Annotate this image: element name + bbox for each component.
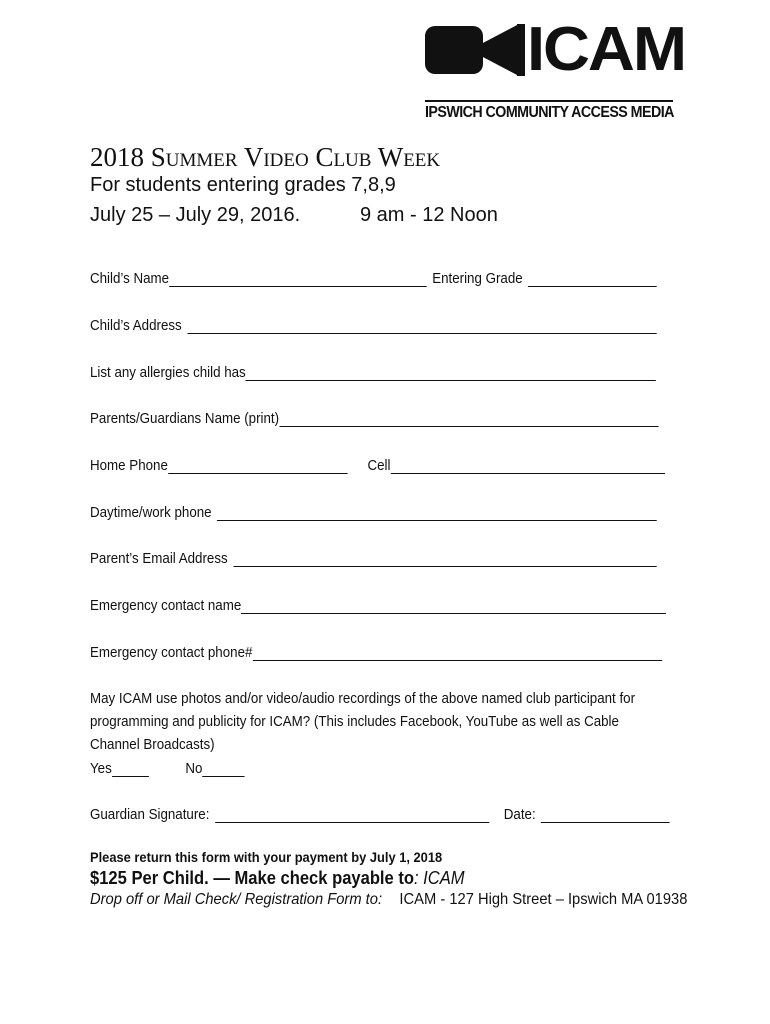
drop-off-line <box>90 891 687 909</box>
signature-field[interactable] <box>215 809 489 823</box>
phone-row <box>90 458 665 474</box>
child-address-field[interactable] <box>187 320 656 334</box>
email-row <box>90 551 656 567</box>
payable-to: : ICAM <box>413 868 465 888</box>
home-phone-field[interactable] <box>168 460 347 474</box>
entering-grade-field[interactable] <box>528 273 657 287</box>
signature-row <box>90 807 670 823</box>
parents-name-label: Parents/Guardians Name (print) <box>90 411 280 427</box>
dates-line <box>90 204 498 227</box>
grades-line: For students entering grades 7,8,9 <box>90 174 396 196</box>
no-field[interactable] <box>202 764 244 777</box>
price-text: $125 Per Child. — Make check payable to <box>90 868 414 888</box>
dates-text: July 25 – July 29, 2016. <box>90 204 301 226</box>
allergies-row <box>90 365 656 381</box>
icam-logo <box>425 15 685 121</box>
email-label: Parent’s Email Address <box>90 551 228 567</box>
email-field[interactable] <box>233 553 656 567</box>
consent-answer-row <box>90 761 245 777</box>
child-name-label: Child’s Name <box>90 271 170 287</box>
child-name-field[interactable] <box>169 273 427 287</box>
emergency-phone-row <box>90 645 662 661</box>
emergency-name-label: Emergency contact name <box>90 598 242 614</box>
daytime-phone-field[interactable] <box>217 507 657 521</box>
date-field[interactable] <box>541 809 670 823</box>
time-text: 9 am - 12 Noon <box>360 204 498 226</box>
daytime-phone-label: Daytime/work phone <box>90 505 212 521</box>
child-address-row <box>90 318 656 334</box>
parents-name-row <box>90 411 658 427</box>
yes-field[interactable] <box>112 764 149 777</box>
entering-grade-label: Entering Grade <box>432 271 523 287</box>
emergency-phone-field[interactable] <box>252 647 661 661</box>
allergies-field[interactable] <box>246 367 656 381</box>
date-label: Date: <box>503 807 536 823</box>
parents-name-field[interactable] <box>279 413 658 427</box>
consent-question: May ICAM use photos and/or video/audio recordings of the above named club participant for programming and publicity for ICAM? (This includes Facebook, YouTube as well as Cable Channel Broadcasts) <box>90 691 636 753</box>
logo-wordmark: ICAM <box>527 15 685 84</box>
return-note: Please return this form with your payment by July 1, 2018 <box>90 849 443 865</box>
cell-label: Cell <box>367 458 391 474</box>
emergency-name-row <box>90 598 666 614</box>
logo-subtitle: IPSWICH COMMUNITY ACCESS MEDIA <box>425 104 674 121</box>
child-name-row <box>90 271 657 287</box>
yes-label: Yes <box>90 761 112 777</box>
child-address-label: Child’s Address <box>90 318 182 334</box>
allergies-label: List any allergies child has <box>90 365 246 381</box>
emergency-phone-label: Emergency contact phone# <box>90 645 253 661</box>
drop-off-address: ICAM - 127 High Street – Ipswich MA 01938 <box>399 891 688 908</box>
video-camera-icon <box>425 22 525 78</box>
home-phone-label: Home Phone <box>90 458 168 474</box>
drop-off-label: Drop off or Mail Check/ Registration Form to: <box>90 891 383 908</box>
page-title: 2018 Summer Video Club Week <box>90 142 441 172</box>
cell-field[interactable] <box>390 460 664 474</box>
daytime-phone-row <box>90 505 657 521</box>
logo-rule <box>425 100 673 102</box>
price-line <box>90 868 465 889</box>
emergency-name-field[interactable] <box>241 600 666 614</box>
signature-label: Guardian Signature: <box>90 807 210 823</box>
no-label: No <box>185 761 203 777</box>
